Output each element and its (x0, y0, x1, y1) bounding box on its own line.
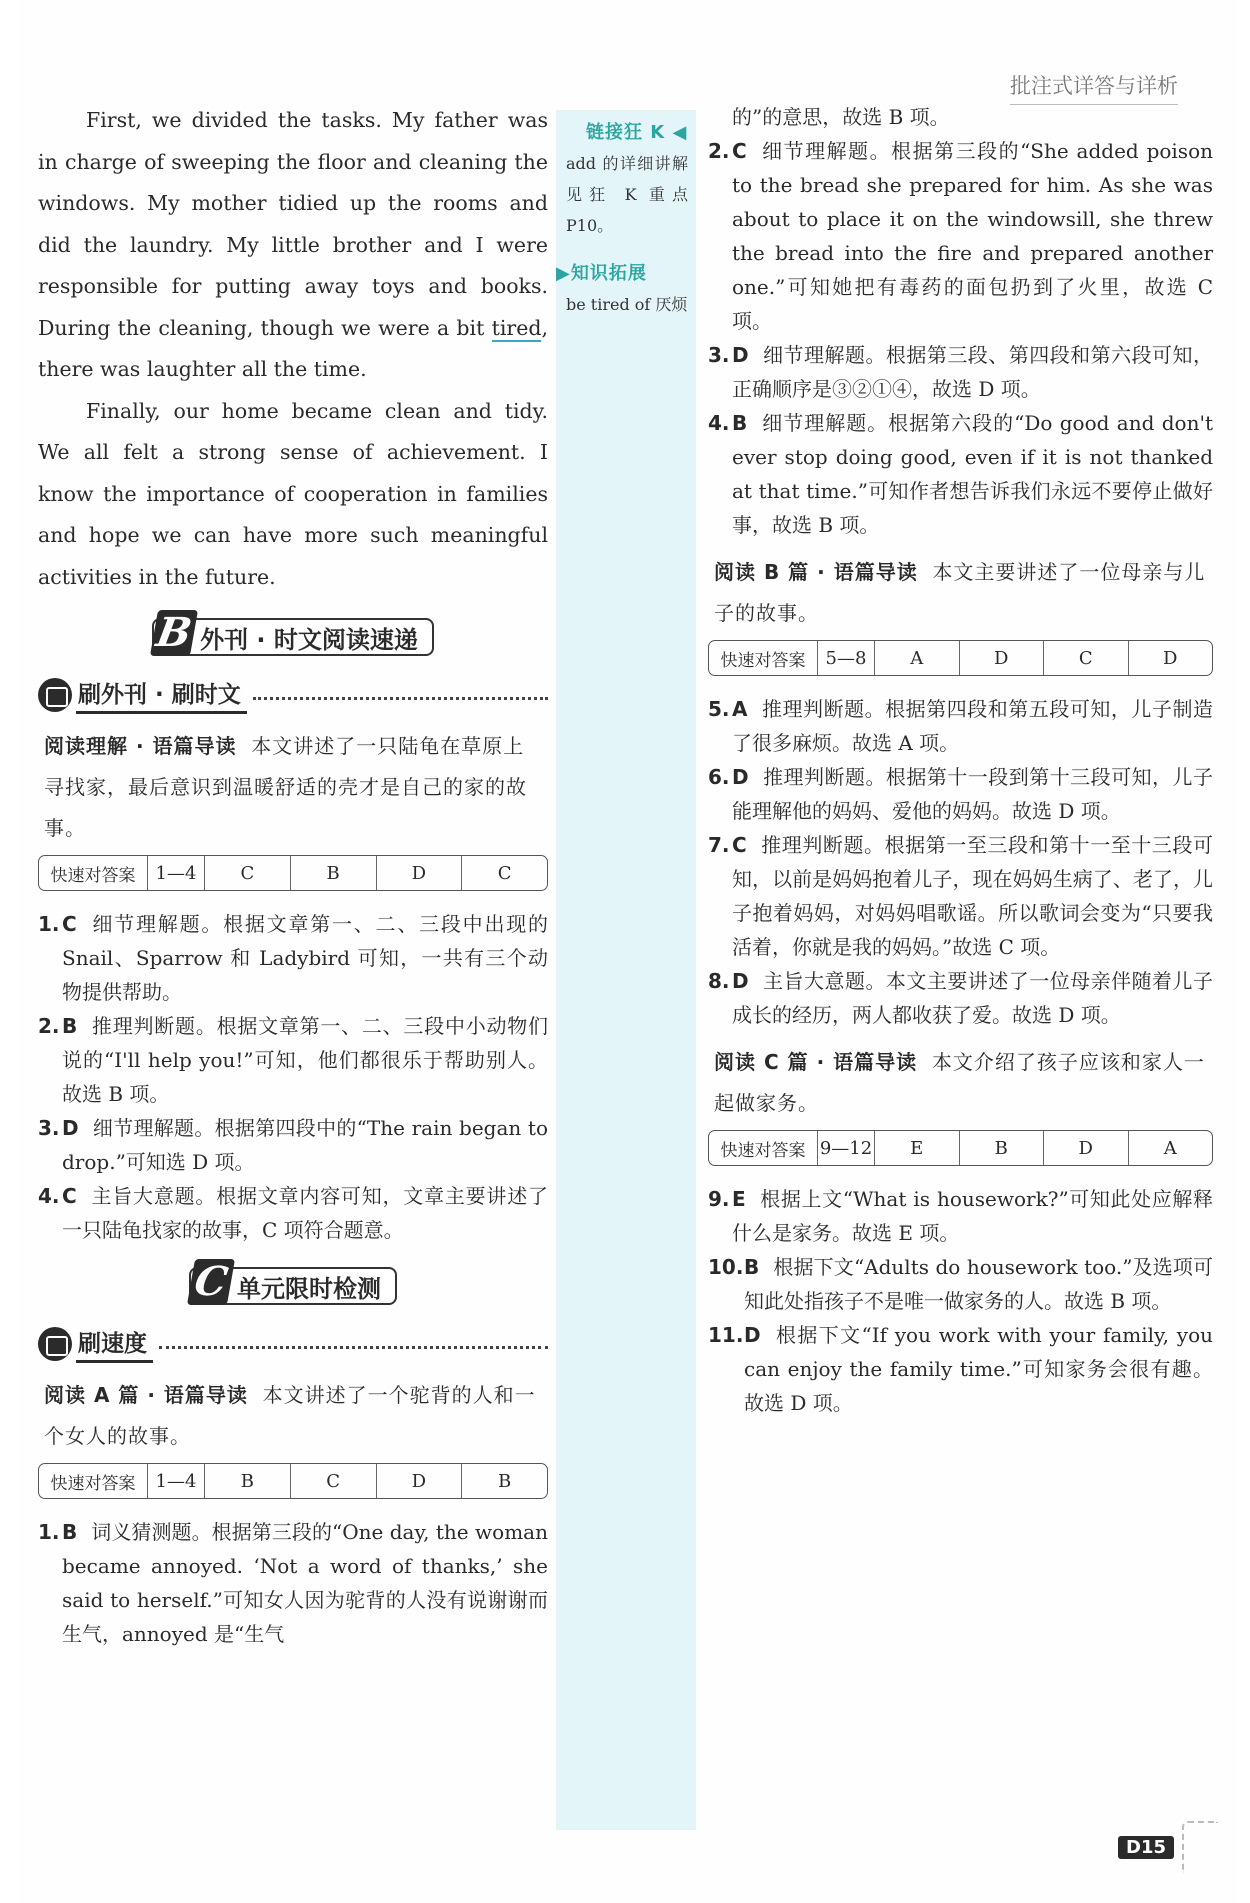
book-icon (38, 1327, 72, 1361)
answer-range: 1—4 (147, 856, 204, 890)
extension-title: ▶知识拓展 (556, 263, 647, 284)
item-number: 3. (38, 1116, 60, 1140)
answer-item (708, 1182, 1213, 1250)
item-text: 根据下文“If you work with your family, you can enjoy the family time.”可知家务会很有趣。故选 D 项。 (744, 1323, 1213, 1415)
answer-cell: D (959, 641, 1044, 675)
extension-text: be tired of 厌烦 (566, 295, 688, 314)
guide-rb (708, 552, 1213, 634)
page (18, 0, 1238, 1903)
item-text: 细节理解题。根据第六段的“Do good and don't ever stop doing good, even if it is not thanked at that time.”可知作者想告诉我们永远不要停止做好事，故选 B 项。 (732, 411, 1213, 537)
answer-table-label: 快速对答案 (50, 1473, 136, 1494)
guide-rb-label: 阅读 B 篇 · 语篇导读 (714, 560, 918, 584)
right-column (708, 100, 1213, 1420)
answer-range: 9—12 (817, 1131, 874, 1165)
answer-item (708, 338, 1213, 406)
item-number: 4. (708, 411, 730, 435)
answer-cell: D (1128, 641, 1213, 675)
answer-cell: B (204, 1464, 290, 1498)
answer-table-rb (708, 640, 1213, 676)
item-letter: D (732, 343, 749, 367)
answer-cell: D (1043, 1131, 1128, 1165)
item-letter: E (732, 1187, 746, 1211)
answer-cell: B (461, 1464, 547, 1498)
passage-p1-end: , there was laughter all the time. (38, 315, 548, 381)
item-letter: D (744, 1323, 761, 1347)
guide-rc (708, 1042, 1213, 1124)
item-number: 6. (708, 765, 730, 789)
section-b-banner (38, 609, 548, 662)
item-number: 5. (708, 697, 730, 721)
answer-cell: C (1043, 641, 1128, 675)
item-number: 9. (708, 1187, 730, 1211)
item-number: 2. (708, 139, 730, 163)
guide-rc-text: 本文介绍了孩子应该和家人一起做家务。 (714, 1050, 1205, 1115)
answer-cell: C (290, 1464, 376, 1498)
passage-paragraph-1 (38, 100, 548, 391)
item-text: 细节理解题。根据第四段中的“The rain began to drop.”可知选 D 项。 (62, 1116, 548, 1174)
answer-cell: B (290, 856, 376, 890)
guide-a (38, 1375, 548, 1457)
answer-cell: A (1128, 1131, 1213, 1165)
item-number: 2. (38, 1014, 60, 1038)
item-text: 细节理解题。根据文章第一、二、三段中出现的 Snail、Sparrow 和 Ladybird 可知，一共有三个动物提供帮助。 (62, 912, 548, 1004)
guide-b-text: 本文讲述了一只陆龟在草原上寻找家，最后意识到温暖舒适的壳才是自己的家的故事。 (44, 734, 527, 840)
item-letter: A (732, 697, 748, 721)
answer-table-label: 快速对答案 (50, 865, 136, 886)
answer-cell: D (376, 856, 462, 890)
answer-range: 1—4 (147, 1464, 204, 1498)
passage-paragraph-2: Finally, our home became clean and tidy. We all felt a strong sense of achievement. I know the importance of cooperation in families and hope we can have more such meaningful activities in the future. (38, 398, 548, 589)
answer-cell: D (376, 1464, 462, 1498)
item-letter: C (62, 1184, 77, 1208)
answer-range: 5—8 (817, 641, 874, 675)
item-text: 推理判断题。根据第十一段到第十三段可知，儿子能理解他的妈妈、爱他的妈妈。故选 D 项。 (732, 765, 1213, 823)
item-letter: C (732, 139, 747, 163)
guide-a-text: 本文讲述了一个驼背的人和一个女人的故事。 (44, 1383, 536, 1448)
answer-item (708, 134, 1213, 338)
item-text: 推理判断题。根据文章第一、二、三段中小动物们说的“I'll help you!”可知，他们都很乐于帮助别人。故选 B 项。 (62, 1014, 548, 1106)
item-letter: B (732, 411, 748, 435)
answer-cell: B (959, 1131, 1044, 1165)
item-number: 10. (708, 1255, 744, 1279)
item-number: 7. (708, 833, 730, 857)
passage-p1-text: First, we divided the tasks. My father was in charge of sweeping the floor and cleaning the windows. My mother tidied up the rooms and did the laundry. My little brother and I were responsible for putting away toys and books. During the cleaning, though we were a bit (38, 108, 548, 340)
item-letter: C (62, 912, 77, 936)
answer-item (38, 1111, 548, 1179)
section-b-letter: B (150, 610, 198, 656)
section-c-letter: C (187, 1259, 235, 1305)
underlined-word: tired (491, 315, 542, 340)
item-number: 1. (38, 912, 60, 936)
item-letter: D (62, 1116, 79, 1140)
item-text: 推理判断题。根据第四段和第五段可知，儿子制造了很多麻烦。故选 A 项。 (732, 697, 1213, 755)
dotted-divider (159, 1346, 548, 1349)
guide-b-label: 阅读理解 · 语篇导读 (44, 734, 237, 758)
answer-table-rc (708, 1130, 1213, 1166)
guide-rb-text: 本文主要讲述了一位母亲与儿子的故事。 (714, 560, 1206, 625)
answer-item (708, 760, 1213, 828)
item-number: 11. (708, 1323, 744, 1347)
item-text: 细节理解题。根据第三段、第四段和第六段可知，正确顺序是③②①④，故选 D 项。 (732, 343, 1213, 401)
item-letter: B (744, 1255, 760, 1279)
item-number: 8. (708, 969, 730, 993)
continuation-text: 的”的意思，故选 B 项。 (732, 105, 950, 129)
answer-item (708, 828, 1213, 964)
guide-a-label: 阅读 A 篇 · 语篇导读 (44, 1383, 248, 1407)
item-text: 词义猜测题。根据第三段的“One day, the woman became annoyed. ‘Not a word of thanks,’ she said to herself.”可知女人因为驼背的人没有说谢谢而生气，annoyed 是“生气 (62, 1520, 548, 1646)
answer-item (38, 1515, 548, 1651)
item-number: 3. (708, 343, 730, 367)
page-header: 批注式详答与详析 (1010, 70, 1178, 105)
item-letter: D (732, 969, 749, 993)
sub-heading-c (38, 1321, 548, 1367)
answer-item (38, 1179, 548, 1247)
link-title: 链接狂 K ◀ (586, 122, 688, 143)
item-text: 推理判断题。根据第一至三段和第十一至十三段可知，以前是妈妈抱着儿子，现在妈妈生病了、老了，儿子抱着妈妈，对妈妈唱歌谣。所以歌词会变为“只要我活着，你就是我的妈妈。”故选 C 项。 (732, 833, 1213, 959)
sub-heading-b (38, 672, 548, 718)
item-letter: D (732, 765, 749, 789)
item-text: 主旨大意题。根据文章内容可知，文章主要讲述了一只陆龟找家的故事，C 项符合题意。 (62, 1184, 548, 1242)
link-text: add 的详细讲解见狂 K 重点 P10。 (566, 154, 688, 235)
item-letter: B (62, 1520, 78, 1544)
item-letter: C (732, 833, 747, 857)
guide-rc-label: 阅读 C 篇 · 语篇导读 (714, 1050, 918, 1074)
answer-item (708, 692, 1213, 760)
section-c-banner (38, 1258, 548, 1311)
item-number: 1. (38, 1520, 60, 1544)
answer-cell: C (204, 856, 290, 890)
item-number: 4. (38, 1184, 60, 1208)
answer-item (708, 406, 1213, 542)
answer-table-label: 快速对答案 (720, 650, 806, 671)
answer-cell: C (461, 856, 547, 890)
answer-table-b (38, 855, 548, 891)
answer-table-a (38, 1463, 548, 1499)
book-icon (38, 678, 72, 712)
section-b-box (152, 609, 434, 656)
annotation-column (556, 110, 696, 1830)
answer-cell: E (874, 1131, 959, 1165)
answer-item (38, 1009, 548, 1111)
section-c-title: 单元限时检测 (237, 1274, 381, 1303)
item-text: 根据下文“Adults do housework too.”及选项可知此处指孩子不是唯一做家务的人。故选 B 项。 (744, 1255, 1213, 1313)
answer-item (708, 1318, 1213, 1420)
page-number: D15 (1118, 1836, 1174, 1859)
answer-cell: A (874, 641, 959, 675)
sub-heading-b-title: 刷外刊 · 刷时文 (76, 676, 247, 714)
guide-b (38, 726, 548, 849)
item-letter: B (62, 1014, 78, 1038)
left-column (38, 100, 548, 1651)
section-b-title: 外刊 · 时文阅读速递 (200, 625, 418, 654)
answer-item (38, 907, 548, 1009)
answer-item (708, 964, 1213, 1032)
page-corner-fold (1182, 1821, 1218, 1873)
answer-table-label: 快速对答案 (720, 1140, 806, 1161)
answer-item (708, 1250, 1213, 1318)
section-c-box (189, 1258, 397, 1305)
dotted-divider (253, 697, 548, 700)
item-text: 主旨大意题。本文主要讲述了一位母亲伴随着儿子成长的经历，两人都收获了爱。故选 D 项。 (732, 969, 1213, 1027)
sub-heading-c-title: 刷速度 (76, 1325, 153, 1363)
item-text: 细节理解题。根据第三段的“She added poison to the bread she prepared for him. As she was about to place it on the windowsill, she threw the bread into the fire and prepared another one.”可知她把有毒药的面包扔到了火里，故选 C 项。 (732, 139, 1213, 333)
item-text: 根据上文“What is housework?”可知此处应解释什么是家务。故选 E 项。 (732, 1187, 1213, 1245)
